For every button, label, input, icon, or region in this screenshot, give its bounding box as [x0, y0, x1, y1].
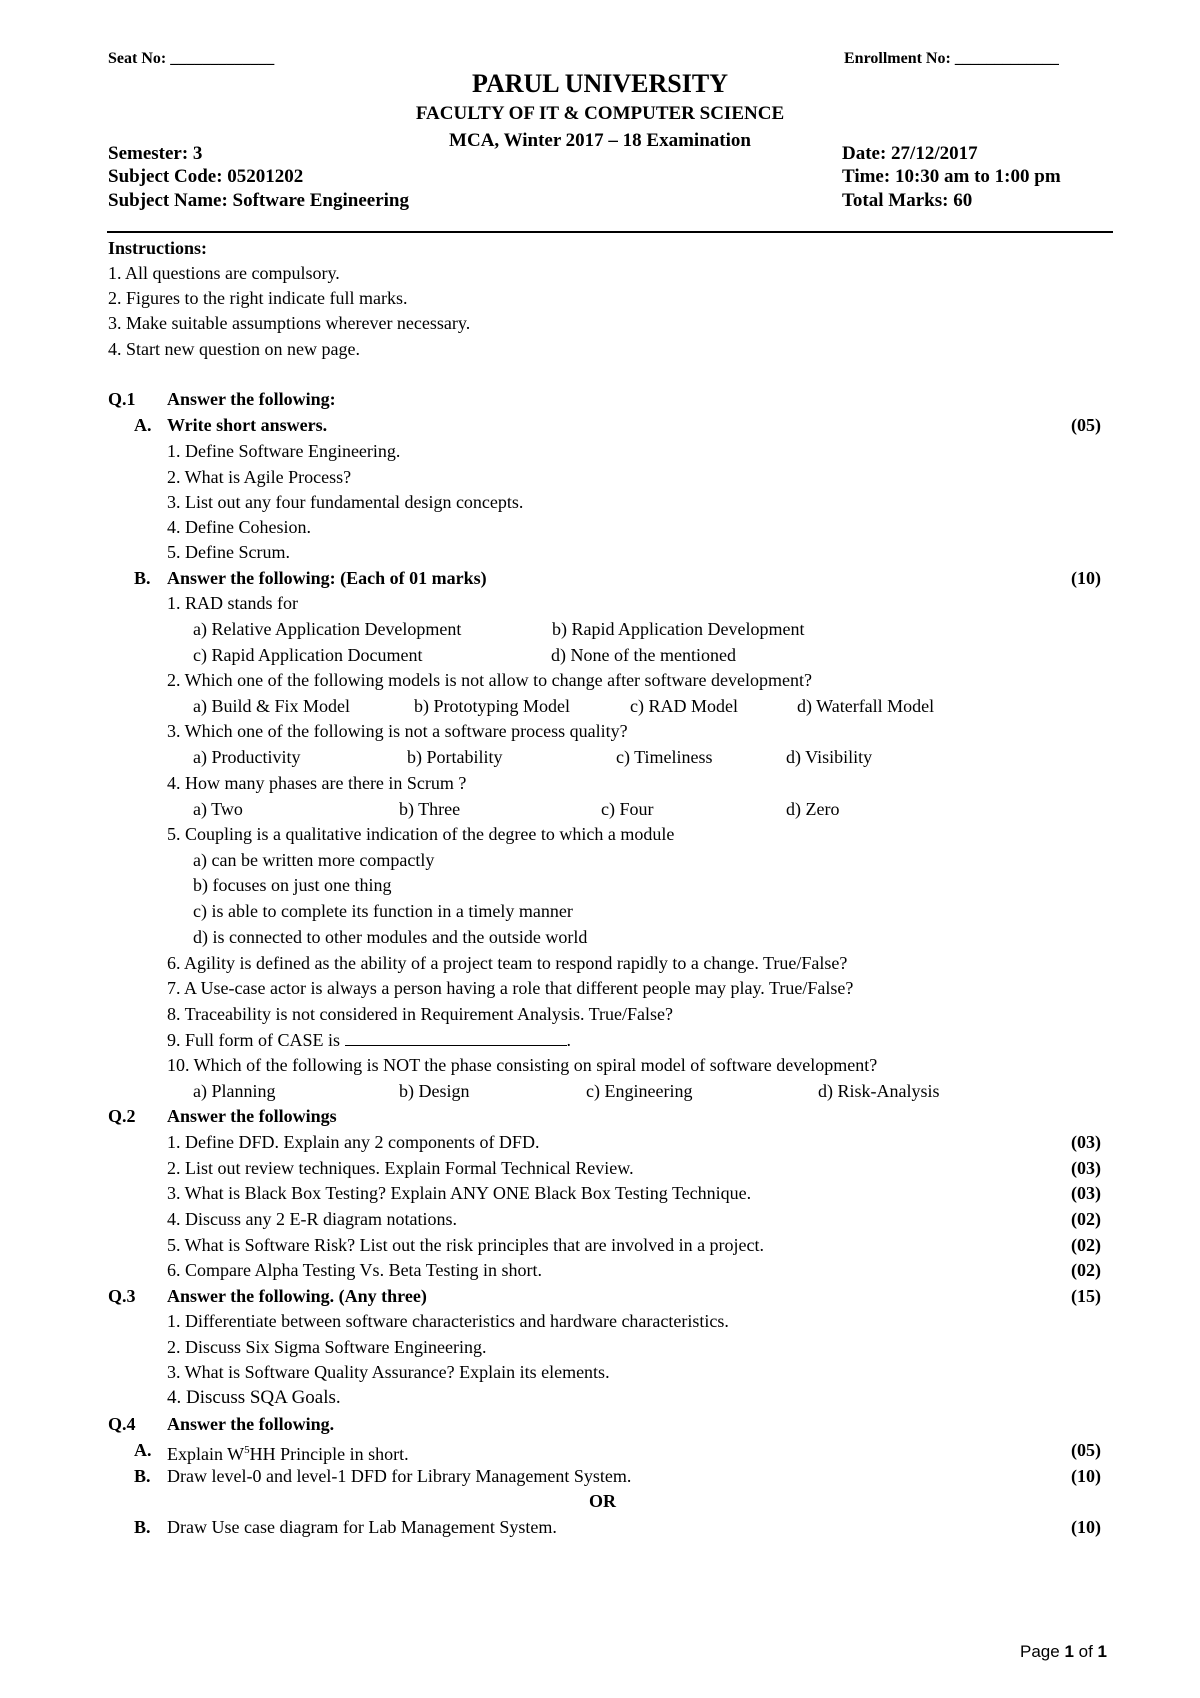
- q4-number: Q.4: [108, 1414, 136, 1434]
- mcq-option: b) Rapid Application Development: [552, 619, 805, 639]
- q1a-item: 1. Define Software Engineering.: [167, 441, 401, 461]
- university-title: PARUL UNIVERSITY: [472, 69, 728, 98]
- mcq-option: a) Planning: [193, 1081, 276, 1101]
- faculty-title: FACULTY OF IT & COMPUTER SCIENCE: [415, 103, 785, 124]
- exam-title: MCA, Winter 2017 – 18 Examination: [449, 130, 751, 151]
- mcq-question: 5. Coupling is a qualitative indication of the degree to which a module: [167, 824, 675, 844]
- mcq-question: 10. Which of the following is NOT the phase consisting on spiral model of software development?: [167, 1055, 878, 1075]
- q2-item-marks: (03): [1071, 1183, 1101, 1203]
- mcq-option: d) None of the mentioned: [551, 645, 736, 665]
- instruction-item: 2. Figures to the right indicate full marks.: [108, 288, 408, 308]
- header-divider: [107, 231, 1113, 233]
- total-marks: Total Marks: 60: [842, 190, 973, 211]
- q1a-item: 4. Define Cohesion.: [167, 517, 311, 537]
- page-current: 1: [1064, 1642, 1074, 1661]
- fill-blank-line: [345, 1030, 567, 1046]
- mcq-option: a) Productivity: [193, 747, 301, 767]
- q2-item: 1. Define DFD. Explain any 2 components of DFD.: [167, 1132, 540, 1152]
- q4a-superscript: 5: [244, 1444, 250, 1456]
- mcq-option: c) Engineering: [586, 1081, 693, 1101]
- instruction-item: 4. Start new question on new page.: [108, 339, 360, 359]
- q1-title: Answer the following:: [167, 389, 336, 409]
- q2-item: 2. List out review techniques. Explain Formal Technical Review.: [167, 1158, 634, 1178]
- mcq-option: c) RAD Model: [630, 696, 738, 716]
- q4b-marks: (10): [1071, 1466, 1101, 1486]
- q1b-marks: (10): [1071, 568, 1101, 588]
- mcq-option: d) Visibility: [786, 747, 873, 767]
- q3-title: Answer the following. (Any three): [167, 1286, 427, 1306]
- mcq-question: 6. Agility is defined as the ability of a project team to respond rapidly to a change. True/False?: [167, 953, 848, 973]
- q2-item-marks: (02): [1071, 1209, 1101, 1229]
- mcq-option: c) is able to complete its function in a timely manner: [193, 901, 573, 921]
- page-prefix: Page: [1020, 1642, 1065, 1661]
- seat-no: Seat No: _____________: [108, 50, 275, 67]
- mcq-question: 8. Traceability is not considered in Requirement Analysis. True/False?: [167, 1004, 673, 1024]
- q2-item-marks: (03): [1071, 1132, 1101, 1152]
- q1a-item: 2. What is Agile Process?: [167, 467, 352, 487]
- q2-item: 4. Discuss any 2 E-R diagram notations.: [167, 1209, 457, 1229]
- mcq-option: a) Relative Application Development: [193, 619, 462, 639]
- q2-item-marks: (02): [1071, 1260, 1101, 1280]
- q4b-alt-marks: (10): [1071, 1517, 1101, 1537]
- q1a-item: 3. List out any four fundamental design concepts.: [167, 492, 524, 512]
- q2-item: 3. What is Black Box Testing? Explain ANY ONE Black Box Testing Technique.: [167, 1183, 752, 1203]
- page-separator: of: [1073, 1642, 1098, 1661]
- page-number: [1020, 1642, 1107, 1662]
- mcq-option: d) Risk-Analysis: [818, 1081, 940, 1101]
- q3-item: 3. What is Software Quality Assurance? Explain its elements.: [167, 1362, 610, 1382]
- q1-number: Q.1: [108, 389, 136, 409]
- mcq-option: b) Portability: [407, 747, 503, 767]
- fill-blank-prompt: 9. Full form of CASE is: [167, 1030, 345, 1050]
- semester: Semester: 3: [108, 143, 203, 164]
- q4b-alt-text: Draw Use case diagram for Lab Management System.: [167, 1517, 557, 1537]
- q4a-label: A.: [134, 1440, 152, 1460]
- mcq-option: a) can be written more compactly: [193, 850, 435, 870]
- enrollment-no: Enrollment No: _____________: [844, 50, 1059, 67]
- mcq-option: a) Two: [193, 799, 243, 819]
- mcq-option: b) Design: [399, 1081, 470, 1101]
- q2-number: Q.2: [108, 1106, 136, 1126]
- mcq-option: b) Prototyping Model: [414, 696, 570, 716]
- q2-item-marks: (03): [1071, 1158, 1101, 1178]
- q1a-marks: (05): [1071, 415, 1101, 435]
- q2-item: 5. What is Software Risk? List out the risk principles that are involved in a project.: [167, 1235, 765, 1255]
- q4a-text-start: Explain W: [167, 1444, 245, 1464]
- instructions-title: Instructions:: [108, 238, 208, 258]
- fill-blank-end: .: [566, 1030, 572, 1050]
- q3-marks: (15): [1071, 1286, 1101, 1306]
- mcq-option: d) Zero: [786, 799, 840, 819]
- mcq-question: 4. How many phases are there in Scrum ?: [167, 773, 467, 793]
- mcq-question: 2. Which one of the following models is not allow to change after software development?: [167, 670, 812, 690]
- q1a-item: 5. Define Scrum.: [167, 542, 290, 562]
- mcq-option: d) is connected to other modules and the outside world: [193, 927, 588, 947]
- mcq-option: a) Build & Fix Model: [193, 696, 350, 716]
- q4a-marks: (05): [1071, 1440, 1101, 1460]
- mcq-option: c) Four: [601, 799, 654, 819]
- q4-title: Answer the following.: [167, 1414, 335, 1434]
- mcq-question: 7. A Use-case actor is always a person having a role that different people may play. True/False?: [167, 978, 854, 998]
- q4a-text: [167, 1439, 409, 1465]
- q4b-label: B.: [134, 1466, 151, 1486]
- q4b-alt-label: B.: [134, 1517, 151, 1537]
- q3-item: 4. Discuss SQA Goals.: [167, 1387, 341, 1408]
- page-total: 1: [1097, 1642, 1107, 1661]
- q4a-text-end: HH Principle in short.: [249, 1444, 409, 1464]
- mcq-question: 3. Which one of the following is not a software process quality?: [167, 721, 628, 741]
- mcq-option: b) focuses on just one thing: [193, 875, 392, 895]
- mcq-question: 1. RAD stands for: [167, 593, 298, 613]
- subject-name: Subject Name: Software Engineering: [108, 190, 409, 211]
- q2-item-marks: (02): [1071, 1235, 1101, 1255]
- q3-item: 2. Discuss Six Sigma Software Engineering.: [167, 1337, 487, 1357]
- q4b-text: Draw level-0 and level-1 DFD for Library Management System.: [167, 1466, 632, 1486]
- q1a-title: Write short answers.: [167, 415, 328, 435]
- exam-date: Date: 27/12/2017: [842, 143, 978, 164]
- instruction-item: 3. Make suitable assumptions wherever necessary.: [108, 313, 471, 333]
- q3-number: Q.3: [108, 1286, 136, 1306]
- q3-item: 1. Differentiate between software characteristics and hardware characteristics.: [167, 1311, 729, 1331]
- mcq-option: c) Timeliness: [616, 747, 713, 767]
- mcq-option: c) Rapid Application Document: [193, 645, 423, 665]
- mcq-option: d) Waterfall Model: [797, 696, 935, 716]
- exam-time: Time: 10:30 am to 1:00 pm: [842, 166, 1061, 187]
- q1b-title: Answer the following: (Each of 01 marks): [167, 568, 487, 588]
- q2-item: 6. Compare Alpha Testing Vs. Beta Testing in short.: [167, 1260, 542, 1280]
- mcq-option: b) Three: [399, 799, 461, 819]
- subject-code: Subject Code: 05201202: [108, 166, 304, 187]
- q2-title: Answer the followings: [167, 1106, 337, 1126]
- q1a-label: A.: [134, 415, 152, 435]
- or-separator: OR: [589, 1491, 616, 1511]
- instruction-item: 1. All questions are compulsory.: [108, 263, 340, 283]
- mcq-question: [167, 1029, 571, 1051]
- q1b-label: B.: [134, 568, 151, 588]
